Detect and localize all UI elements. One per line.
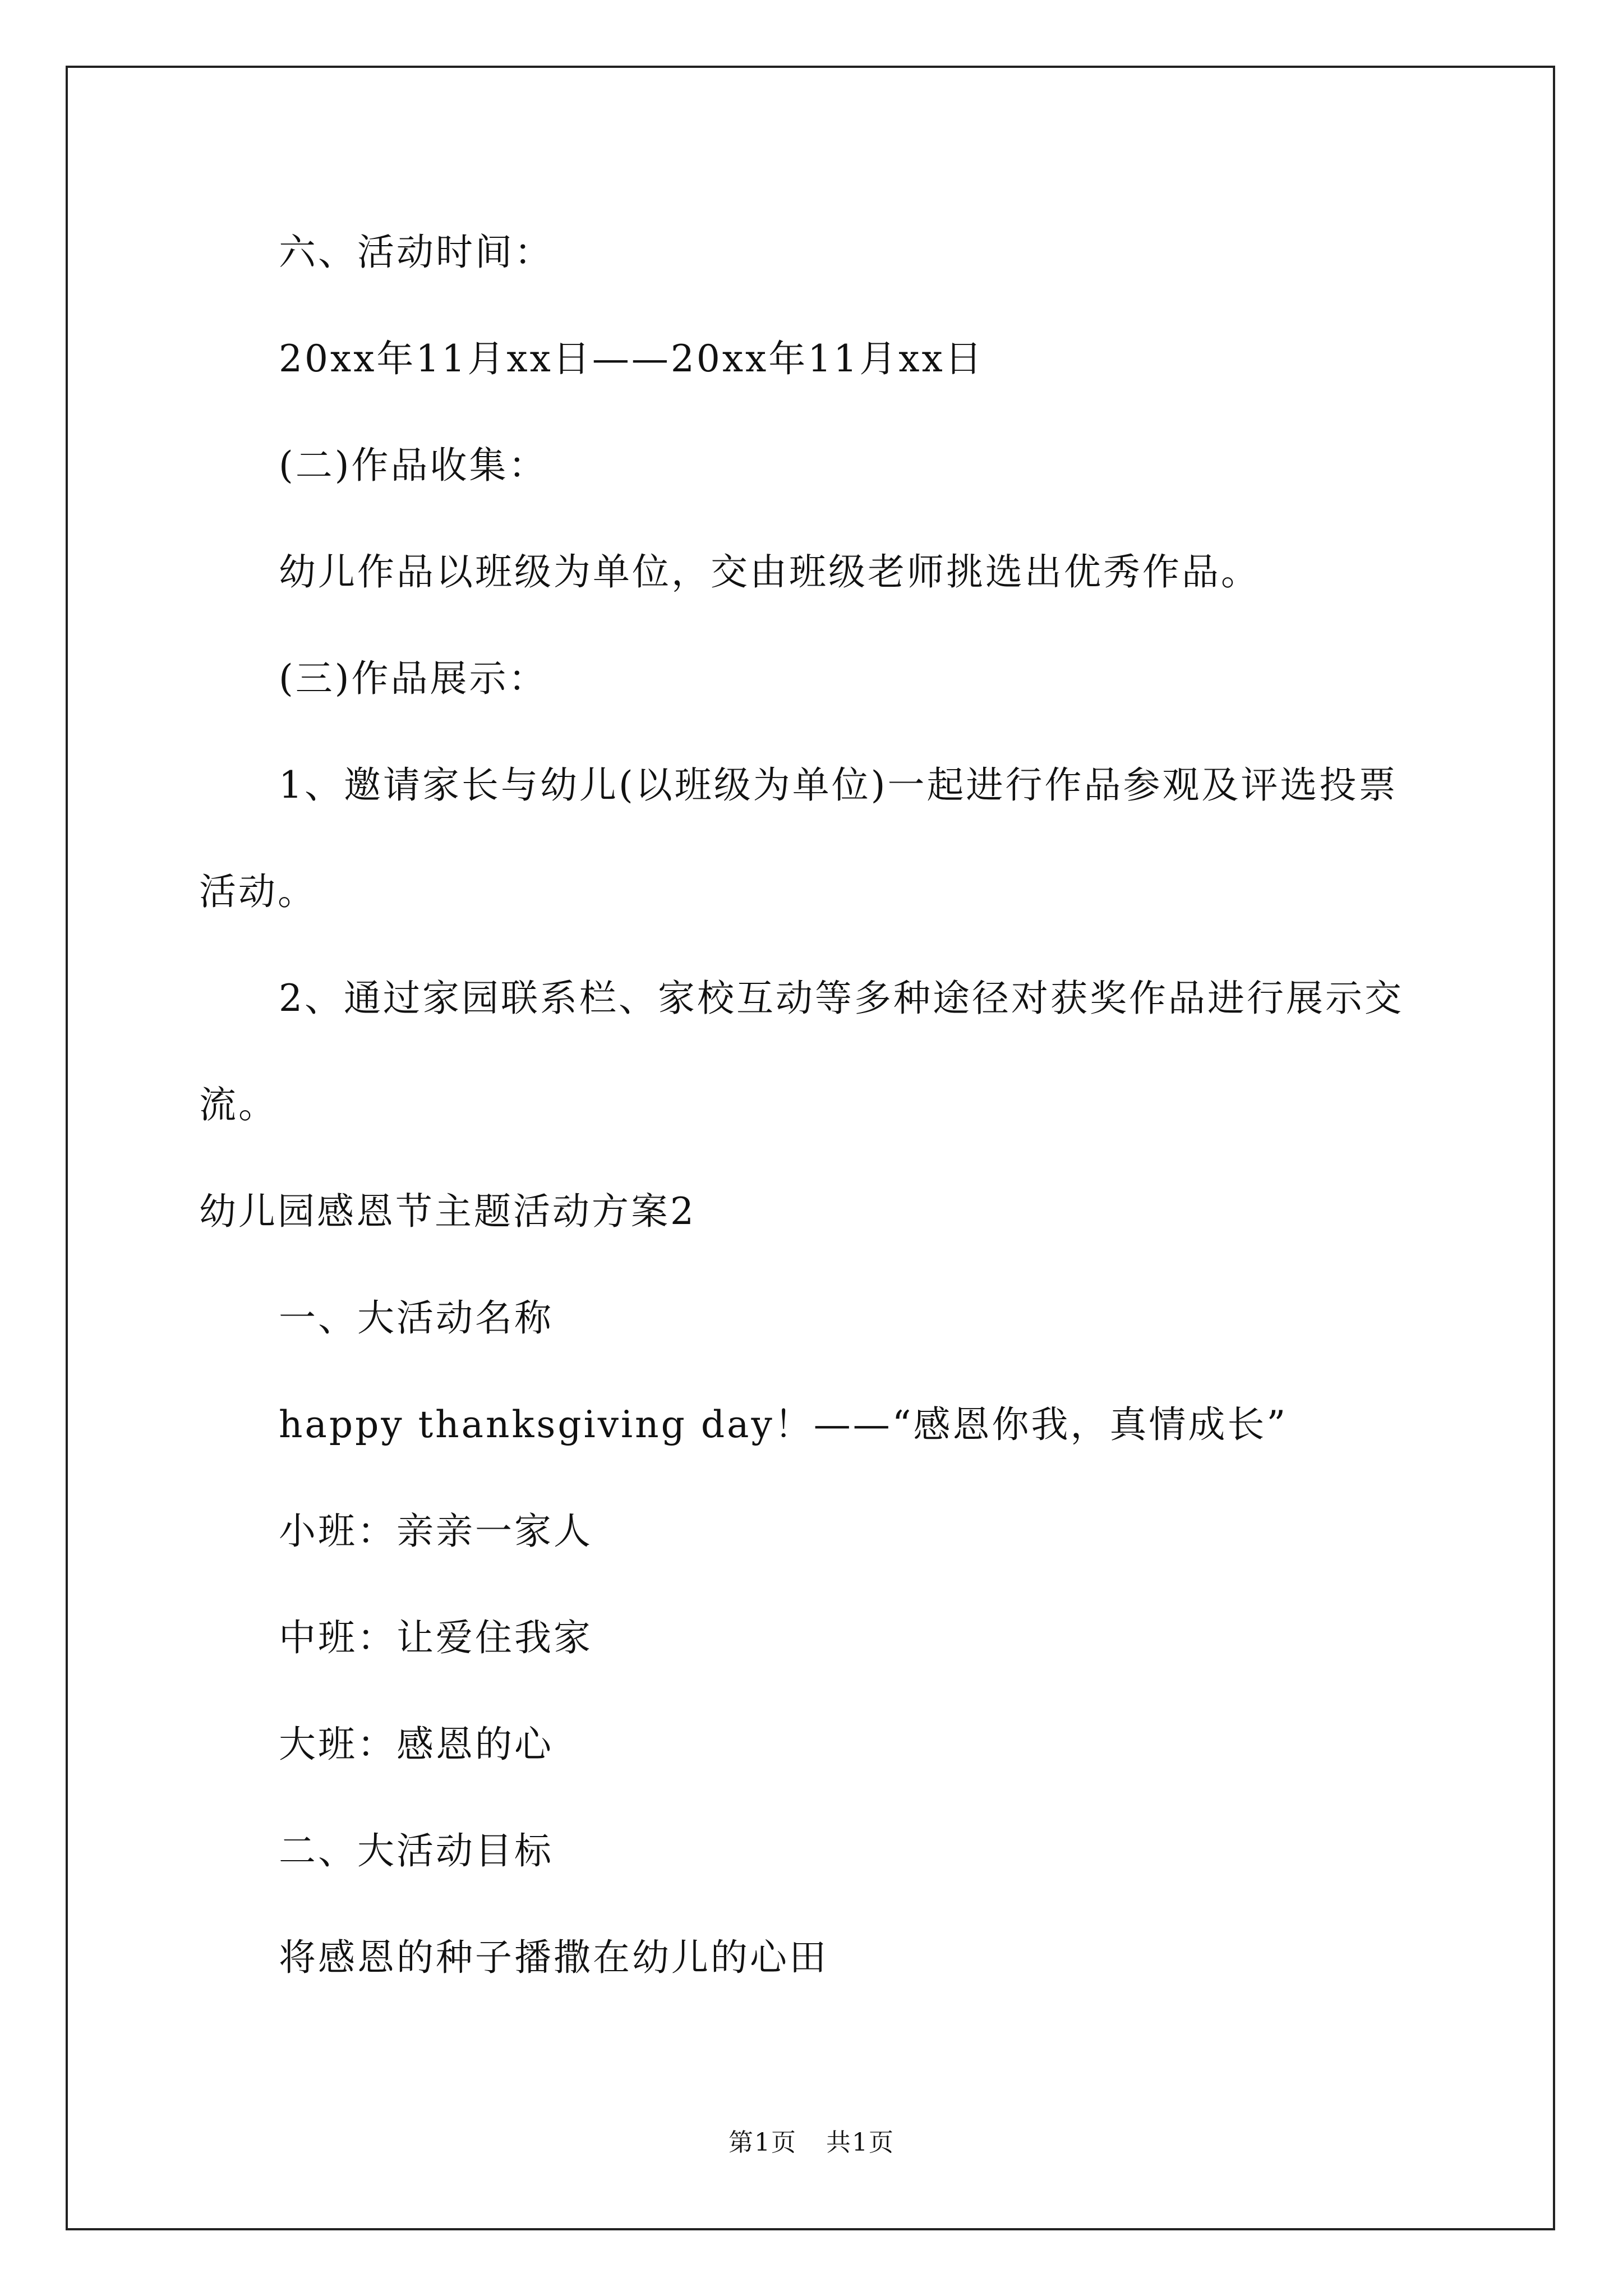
page-border [66, 66, 1555, 2230]
page-number: 第1页 [728, 2128, 797, 2157]
paragraph-line: (二)作品收集： [279, 444, 548, 487]
paragraph-line: 小班：亲亲一家人 [279, 1510, 593, 1553]
paragraph-line: 幼儿作品以班级为单位，交由班级老师挑选出优秀作品。 [279, 550, 1260, 593]
paragraph-line: (三)作品展示： [279, 657, 548, 700]
page-footer [0, 2126, 1623, 2160]
paragraph-line: 1、邀请家长与幼儿(以班级为单位)一起进行作品参观及评选投票 [279, 763, 1398, 807]
paragraph-line: 20xx年11月xx日——20xx年11月xx日 [279, 337, 984, 380]
paragraph-line: 中班：让爱住我家 [279, 1616, 593, 1659]
paragraph-line: 活动。 [199, 870, 317, 913]
paragraph-line: 2、通过家园联系栏、家校互动等多种途径对获奖作品进行展示交 [279, 977, 1404, 1020]
paragraph-line: 将感恩的种子播撒在幼儿的心田 [279, 1936, 828, 1979]
paragraph-line: happy thanksgiving day！——“感恩你我，真情成长” [279, 1403, 1288, 1446]
page-total: 共1页 [826, 2128, 895, 2157]
paragraph-line: 六、活动时间： [279, 231, 554, 274]
paragraph-line: 一、大活动名称 [279, 1296, 554, 1340]
paragraph-line: 大班：感恩的心 [279, 1723, 554, 1766]
section-heading: 幼儿园感恩节主题活动方案2 [199, 1190, 696, 1233]
paragraph-line: 流。 [199, 1083, 278, 1126]
paragraph-line: 二、大活动目标 [279, 1829, 554, 1872]
